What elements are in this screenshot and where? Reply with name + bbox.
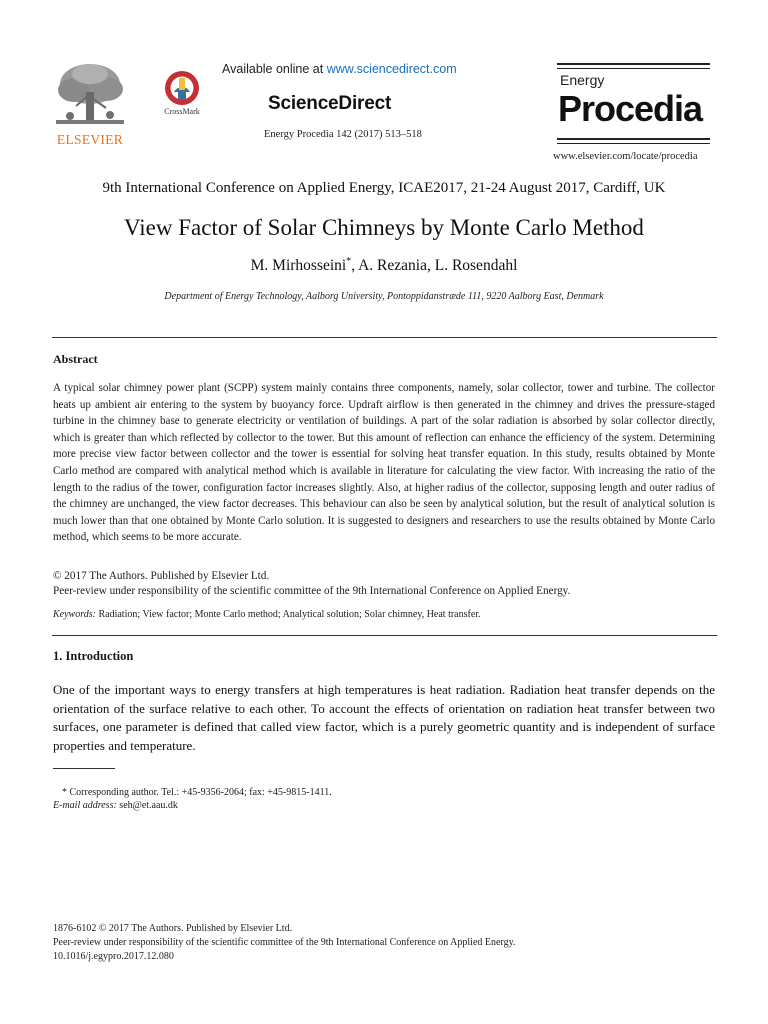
crossmark-badge[interactable] — [160, 70, 204, 120]
journal-top-rule — [557, 63, 710, 65]
elsevier-tree-icon — [52, 62, 128, 130]
footnote-email — [53, 800, 178, 811]
email-label: E-mail address: — [53, 800, 117, 811]
abstract-top-divider — [52, 337, 717, 338]
affiliation: Department of Energy Technology, Aalborg University, Pontoppidanstræde 111, 9220 Aalborg East, Denmark — [164, 291, 604, 302]
introduction-body: One of the important ways to energy transfers at high temperatures is heat radiation. Radiation heat transfer depends on the orientation of the surface relative to each other. To account the effects of orientation on radiation heat transfer between two surfaces, one parameter is defined that called view factor, which is a purely geometric quantity and is independent of surface properties and temperature. — [53, 682, 715, 753]
keywords-label: Keywords: — [53, 609, 96, 620]
abstract-bottom-divider — [52, 635, 717, 636]
author-list — [0, 256, 768, 275]
sciencedirect-brand: ScienceDirect — [268, 93, 392, 114]
abstract-body: A typical solar chimney power plant (SCPP) system mainly contains three components, namely, solar collector, tower and turbine. The collector heats up ambient air entering to the system by buoyancy force. Updraft airflow is then generated in the chimney and drives the pressure-staged turbine in the chimney base to generate electricity or ventilation of buildings. A part of the solar radiation is absorbed by solar collector directly, which is greater than which reflected by collector to the tower. But this amount of reflection can enhance the efficiency of the system. Determining more precise view factor between collector and the tower is essential for solving heat transfer equation. In this study, results obtained by Monte Carlo method are compared with analytical method which is available in literature for calculating the view factor. With increasing the ratio of the length to the radius of the tower, configuration factor increases slightly. Also, at higher radius of the collector, supposing length and outer radius of the chimney are unchanged, the view factor decreases. This behaviour can also be seen by analytical solution, but the result of analytical solution is much lower than that one obtained by Monte Carlo solution. It is suggested to designers and researchers to use the results obtained by Monte Carlo method, which seems to be more accurate. — [53, 382, 715, 544]
journal-top-rule-thin — [557, 68, 710, 69]
conference-line: 9th International Conference on Applied Energy, ICAE2017, 21-24 August 2017, Cardiff, UK — [102, 180, 666, 196]
elsevier-wordmark: ELSEVIER — [56, 132, 124, 147]
elsevier-logo — [52, 62, 128, 148]
journal-url[interactable]: www.elsevier.com/locate/procedia — [553, 151, 698, 162]
email-address[interactable]: seh@et.aau.dk — [116, 800, 178, 811]
crossmark-icon — [160, 70, 204, 106]
footer-doi[interactable]: 10.1016/j.egypro.2017.12.080 — [53, 951, 174, 962]
abstract-heading: Abstract — [53, 352, 98, 366]
footer-peer-review: Peer-review under responsibility of the scientific committee of the 9th International Conference on Applied Energy. — [53, 937, 516, 948]
available-prefix: Available online at — [222, 62, 327, 76]
corresponding-mark: * — [346, 256, 352, 267]
journal-bottom-rule-thin — [557, 143, 710, 144]
paper-title: View Factor of Solar Chimneys by Monte Carlo Method — [124, 215, 644, 240]
peer-review-line: Peer-review under responsibility of the scientific committee of the 9th International Conference on Applied Energy. — [53, 585, 571, 597]
journal-bottom-rule — [557, 138, 710, 140]
copyright-line: © 2017 The Authors. Published by Elsevier Ltd. — [53, 570, 270, 582]
available-online — [222, 62, 457, 76]
journal-reference: Energy Procedia 142 (2017) 513–518 — [264, 129, 422, 140]
journal-name-small: Energy — [560, 72, 605, 88]
keywords-text: Radiation; View factor; Monte Carlo method; Analytical solution; Solar chimney, Heat transfer. — [95, 609, 481, 620]
sciencedirect-link[interactable]: www.sciencedirect.com — [326, 62, 457, 76]
introduction-heading: 1. Introduction — [53, 649, 134, 663]
keywords — [53, 609, 481, 620]
footer-issn: 1876-6102 © 2017 The Authors. Published by Elsevier Ltd. — [53, 923, 293, 934]
author-rest: , A. Rezania, L. Rosendahl — [351, 257, 518, 275]
footnote-corresponding: * Corresponding author. Tel.: +45-9356-2064; fax: +45-9815-1411. — [62, 787, 332, 798]
journal-name-large: Procedia — [558, 88, 703, 129]
author-first: M. Mirhosseini — [250, 257, 347, 275]
crossmark-label: CrossMark — [164, 107, 200, 116]
footnote-divider — [53, 768, 115, 769]
